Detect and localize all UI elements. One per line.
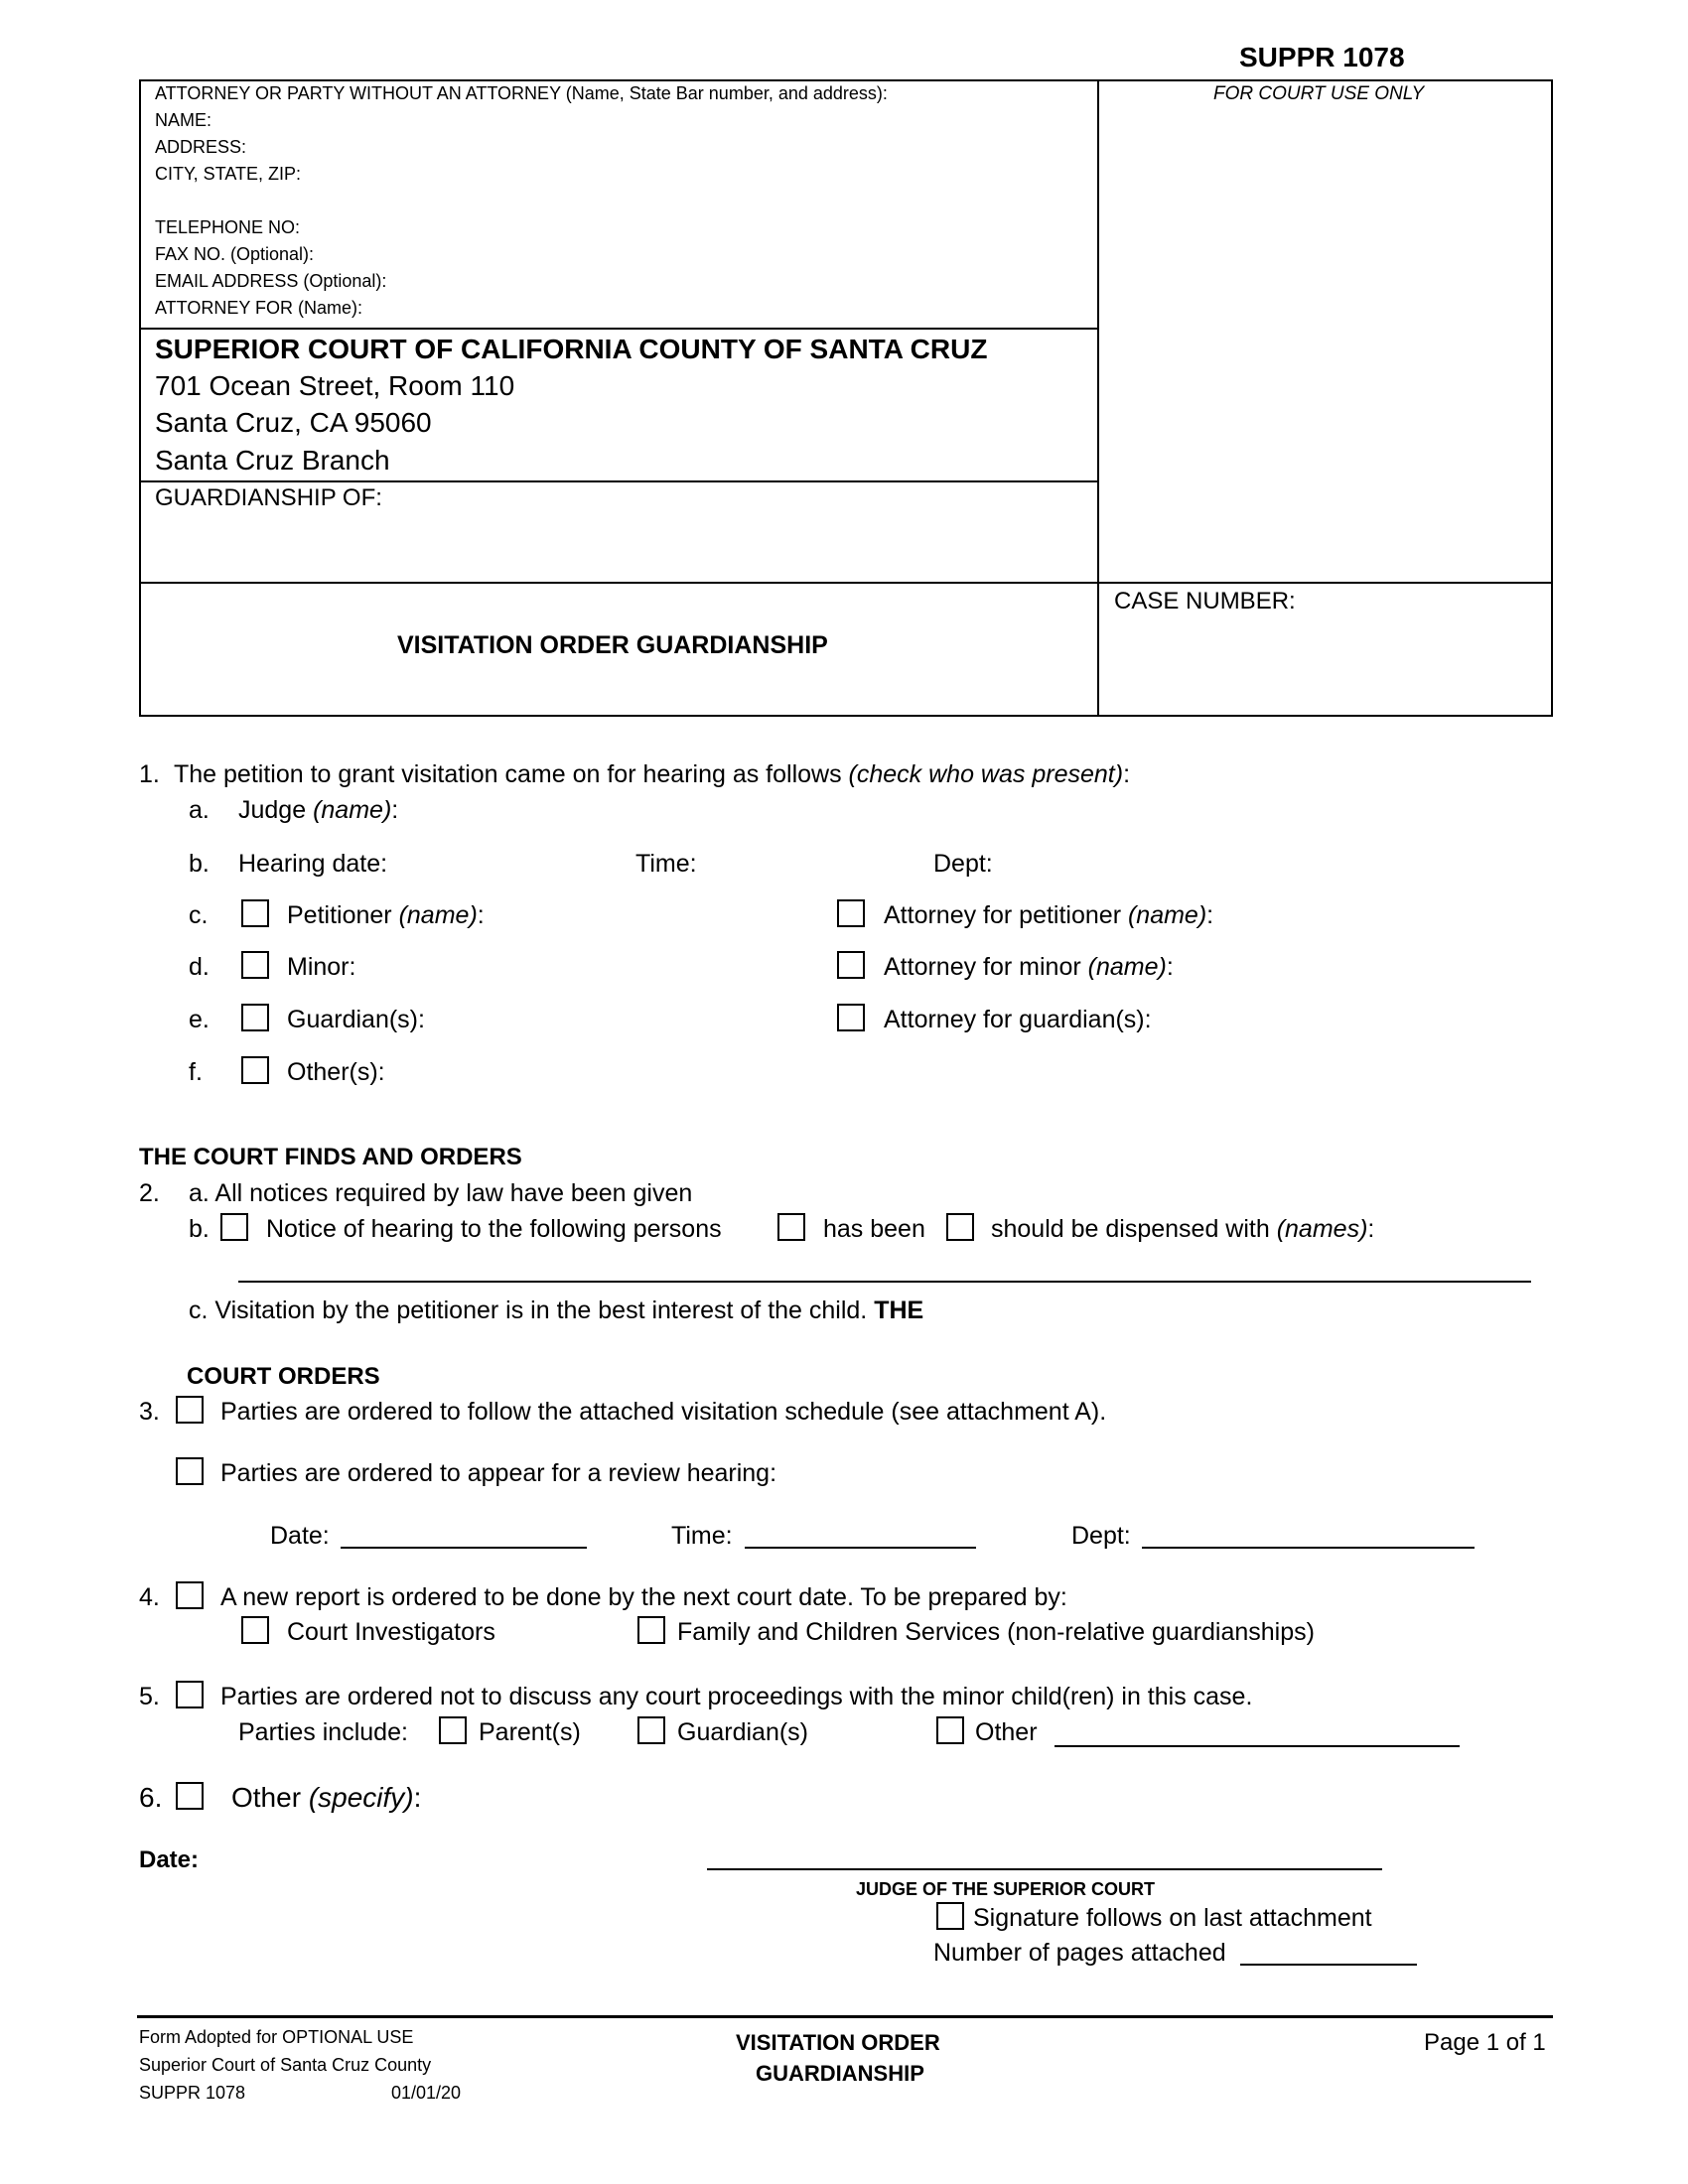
- footer-title-1: VISITATION ORDER: [736, 2030, 940, 2055]
- court-orders-heading: COURT ORDERS: [187, 1363, 380, 1390]
- judge-field[interactable]: Judge (name):: [238, 796, 399, 824]
- others-label: Other(s):: [287, 1058, 385, 1086]
- s1-intro: The petition to grant visitation came on for hearing as follows (check who was present):: [174, 760, 1131, 788]
- has-been-checkbox[interactable]: [777, 1213, 805, 1241]
- review-date-line[interactable]: [341, 1547, 587, 1549]
- court-branch: Santa Cruz Branch: [155, 445, 390, 476]
- new-report-label: A new report is ordered to be done by the next court date. To be prepared by:: [220, 1583, 1067, 1611]
- court-use-label: FOR COURT USE ONLY: [1213, 83, 1425, 104]
- minor-checkbox[interactable]: [241, 951, 269, 979]
- guardian-checkbox[interactable]: [241, 1004, 269, 1031]
- guardianship-of-field[interactable]: GUARDIANSHIP OF:: [155, 484, 382, 511]
- judge-caption: JUDGE OF THE SUPERIOR COURT: [856, 1879, 1156, 1899]
- attorney-guardian-label: Attorney for guardian(s):: [884, 1006, 1152, 1033]
- review-hearing-label: Parties are ordered to appear for a review hearing:: [220, 1459, 777, 1487]
- attorney-minor-checkbox[interactable]: [837, 951, 865, 979]
- review-dept-line[interactable]: [1142, 1547, 1475, 1549]
- guardians-checkbox[interactable]: [637, 1716, 665, 1744]
- name-field[interactable]: NAME:: [155, 110, 212, 130]
- best-interest: c. Visitation by the petitioner is in the best interest of the child. THE: [189, 1297, 924, 1324]
- footer-page: Page 1 of 1: [1424, 2029, 1546, 2056]
- attorney-minor-label: Attorney for minor (name):: [884, 953, 1174, 981]
- pages-attached-label: Number of pages attached: [933, 1939, 1226, 1967]
- footer-code: SUPPR 1078: [139, 2083, 246, 2103]
- dispensed-checkbox[interactable]: [946, 1213, 974, 1241]
- court-name: SUPERIOR COURT OF CALIFORNIA COUNTY OF SANTA CRUZ: [155, 334, 988, 364]
- judge-signature-line[interactable]: [707, 1868, 1382, 1870]
- sign-date-label: Date:: [139, 1846, 200, 1873]
- parent-label: Parent(s): [479, 1718, 581, 1746]
- s1-number: 1.: [139, 760, 160, 788]
- petitioner-checkbox[interactable]: [241, 899, 269, 927]
- attorney-guardian-checkbox[interactable]: [837, 1004, 865, 1031]
- court-investigators-checkbox[interactable]: [241, 1616, 269, 1644]
- other-specify-label: Other (specify):: [231, 1782, 422, 1813]
- court-investigators-label: Court Investigators: [287, 1618, 495, 1646]
- dispensed-label: should be dispensed with (names):: [991, 1215, 1375, 1243]
- notice-checkbox[interactable]: [220, 1213, 248, 1241]
- minor-label: Minor:: [287, 953, 356, 981]
- family-services-checkbox[interactable]: [637, 1616, 665, 1644]
- court-city: Santa Cruz, CA 95060: [155, 407, 432, 438]
- signature-follows-label: Signature follows on last attachment: [973, 1904, 1372, 1932]
- new-report-checkbox[interactable]: [176, 1581, 204, 1609]
- footer-adopted: Form Adopted for OPTIONAL USE: [139, 2027, 414, 2047]
- doc-title: VISITATION ORDER GUARDIANSHIP: [397, 631, 828, 659]
- attorney-petitioner-label: Attorney for petitioner (name):: [884, 901, 1214, 929]
- parent-checkbox[interactable]: [439, 1716, 467, 1744]
- footer-court: Superior Court of Santa Cruz County: [139, 2055, 432, 2075]
- review-hearing-checkbox[interactable]: [176, 1457, 204, 1485]
- no-discuss-label: Parties are ordered not to discuss any court proceedings with the minor child(ren) in this case.: [220, 1683, 1253, 1710]
- pages-attached-line[interactable]: [1240, 1964, 1417, 1966]
- case-number-field[interactable]: CASE NUMBER:: [1114, 588, 1296, 614]
- attorney-petitioner-checkbox[interactable]: [837, 899, 865, 927]
- email-field[interactable]: EMAIL ADDRESS (Optional):: [155, 271, 387, 291]
- address-field[interactable]: ADDRESS:: [155, 137, 247, 157]
- header-divider: [1097, 79, 1099, 717]
- family-services-label: Family and Children Services (non-relative guardianships): [677, 1618, 1315, 1646]
- form-code: SUPPR 1078: [1239, 42, 1405, 72]
- others-checkbox[interactable]: [241, 1056, 269, 1084]
- other-party-line[interactable]: [1055, 1745, 1460, 1747]
- has-been-label: has been: [823, 1215, 925, 1243]
- footer-date: 01/01/20: [391, 2083, 462, 2103]
- city-field[interactable]: CITY, STATE, ZIP:: [155, 164, 302, 184]
- petitioner-label: Petitioner (name):: [287, 901, 485, 929]
- no-discuss-checkbox[interactable]: [176, 1681, 204, 1708]
- other-party-checkbox[interactable]: [936, 1716, 964, 1744]
- review-time-line[interactable]: [745, 1547, 976, 1549]
- finds-orders-heading: THE COURT FINDS AND ORDERS: [139, 1144, 522, 1170]
- notice-label: Notice of hearing to the following persons: [266, 1215, 722, 1243]
- attorney-for-field[interactable]: ATTORNEY FOR (Name):: [155, 298, 363, 318]
- parties-include-label: Parties include:: [238, 1718, 408, 1746]
- footer-title-2: GUARDIANSHIP: [756, 2061, 924, 2086]
- names-line[interactable]: [238, 1281, 1531, 1283]
- schedule-label: Parties are ordered to follow the attached visitation schedule (see attachment A).: [220, 1398, 1107, 1426]
- schedule-checkbox[interactable]: [176, 1396, 204, 1424]
- guardians-label: Guardian(s): [677, 1718, 808, 1746]
- other-party-label: Other: [975, 1718, 1038, 1746]
- signature-follows-checkbox[interactable]: [936, 1902, 964, 1930]
- hearing-dept-field[interactable]: Dept:: [933, 850, 993, 878]
- telephone-field[interactable]: TELEPHONE NO:: [155, 217, 301, 237]
- footer-rule: [137, 2015, 1553, 2018]
- guardian-label: Guardian(s):: [287, 1006, 425, 1033]
- other-specify-checkbox[interactable]: [176, 1782, 204, 1810]
- hearing-time-field[interactable]: Time:: [635, 850, 697, 878]
- court-street: 701 Ocean Street, Room 110: [155, 370, 515, 401]
- attorney-title: ATTORNEY OR PARTY WITHOUT AN ATTORNEY (Name, State Bar number, and address):: [155, 83, 888, 103]
- notices-given: a. All notices required by law have been given: [189, 1179, 693, 1207]
- hearing-date-field[interactable]: Hearing date:: [238, 850, 388, 878]
- fax-field[interactable]: FAX NO. (Optional):: [155, 244, 315, 264]
